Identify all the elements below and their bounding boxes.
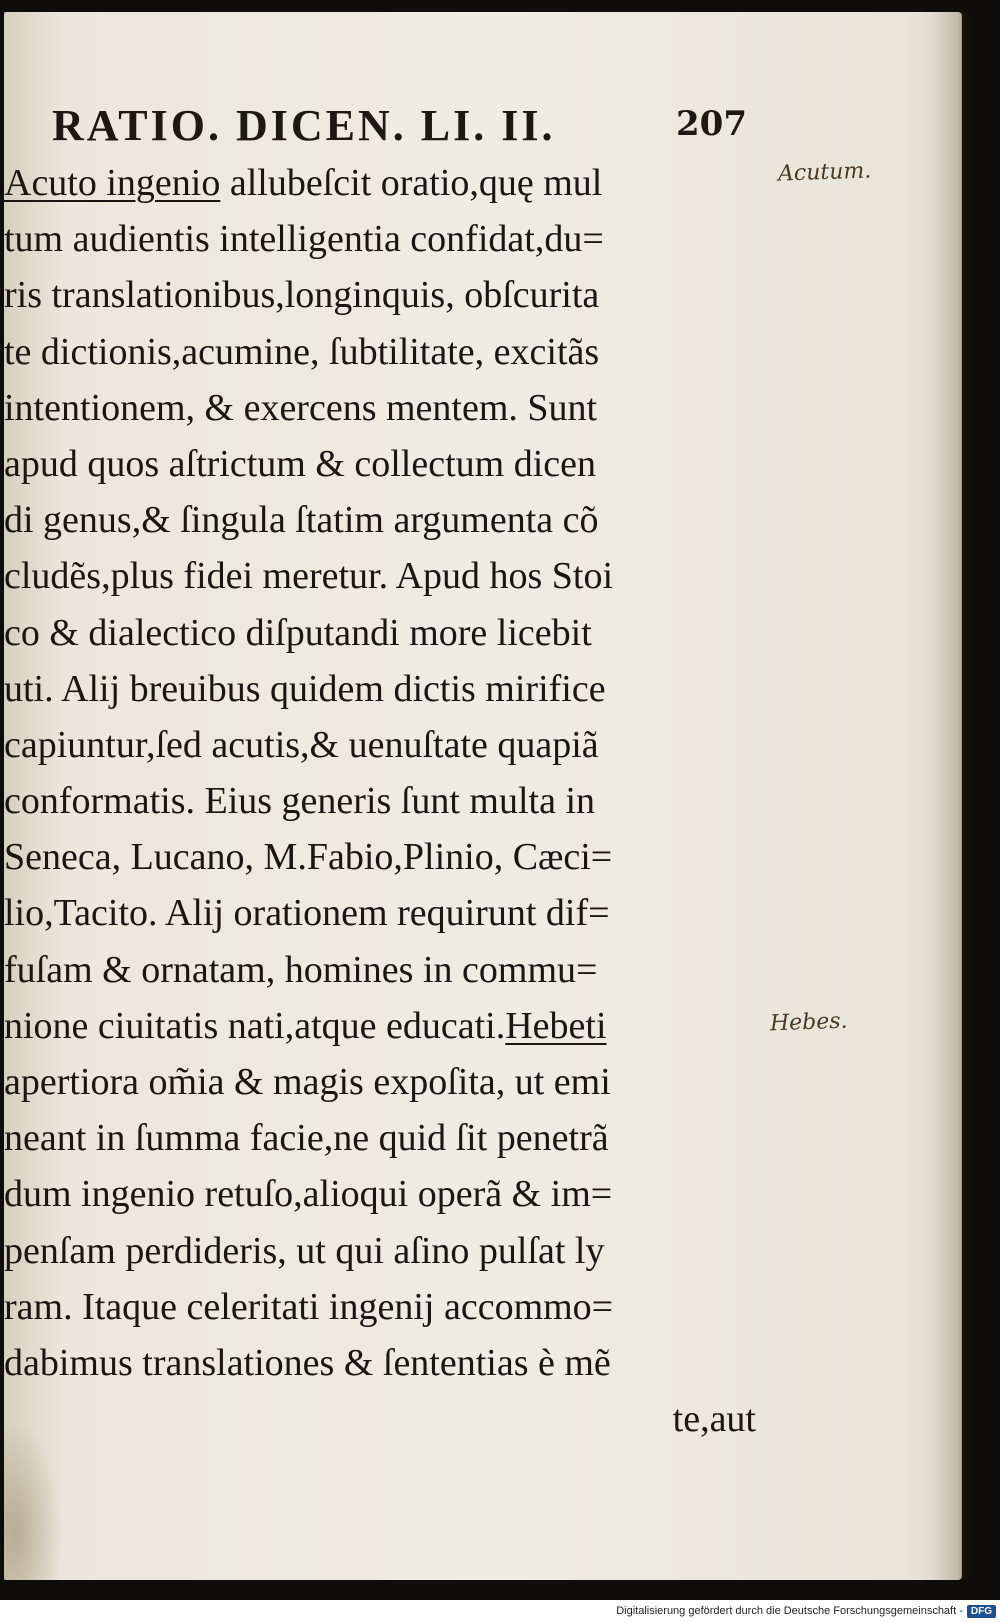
text-line: fuſam & ornatam, homines in commu=	[4, 948, 598, 991]
text-line: ris translationibus,longinquis, obſcurita	[4, 274, 600, 317]
text-line: capiuntur,ſed acutis,& uenuſtate quapiã	[4, 723, 599, 766]
page-edge-shadow	[930, 12, 970, 1580]
text-line: lio,Tacito. Alij orationem requirunt dif=	[4, 892, 610, 935]
text-line: apertiora om̃ia & magis expoſita, ut emi	[4, 1061, 611, 1103]
text-line: cludẽs,plus fidei meretur. Apud hos Stoi	[4, 555, 614, 598]
catchword: te,aut	[672, 1398, 756, 1441]
text-line: co & dialectico diſputandi more licebit	[4, 611, 592, 654]
text-line-16	[4, 998, 764, 1054]
body-text	[4, 155, 764, 1455]
text-line: apud quos aſtrictum & collectum dicen	[4, 442, 597, 485]
text-line: uti. Alij breuibus quidem dictis mirifice	[4, 667, 606, 710]
margin-note-acutum: Acutum.	[777, 158, 872, 187]
footer-bar	[0, 1600, 1000, 1622]
text-line: te dictionis,acumine, ſubtilitate, excitãs	[4, 330, 600, 373]
underlined-phrase: Hebeti	[505, 1004, 607, 1047]
page-number: 207	[676, 104, 747, 144]
text-line: neant in ſumma facie,ne quid ſit penetrã	[4, 1117, 609, 1160]
underlined-phrase: Acuto ingenio	[4, 162, 221, 204]
running-head: RATIO. DICEN. LI. II.	[52, 101, 556, 150]
text-line: dabimus translationes & ſententias è mẽ	[4, 1341, 611, 1384]
dfg-logo-icon: DFG	[967, 1605, 996, 1618]
text-line-1	[4, 155, 764, 211]
footer-credit: Digitalisierung gefördert durch die Deutsche Forschungsgemeinschaft -	[616, 1605, 963, 1617]
text-line: ram. Itaque celeritati ingenij accommo=	[4, 1285, 614, 1328]
margin-note-hebes: Hebes.	[769, 1008, 849, 1037]
text-line-16-start: nione ciuitatis nati,atque educati.	[4, 1004, 506, 1047]
text-line: conformatis. Eius generis ſunt multa in	[4, 780, 596, 823]
text-line: tum audientis intelligentia confidat,du=	[4, 218, 604, 261]
text-line: di genus,& ſingula ſtatim argumenta cõ	[4, 499, 599, 542]
text-line: penſam perdideris, ut qui aſino pulſat ly	[4, 1229, 605, 1272]
text-line: intentionem, & exercens mentem. Sunt	[4, 386, 598, 429]
text-line: Seneca, Lucano, M.Fabio,Plinio, Cæci=	[4, 836, 613, 879]
text-line-1-rest: allubeſcit oratio,quę mul	[220, 162, 603, 204]
text-line: dum ingenio retuſo,alioqui operã & im=	[4, 1173, 613, 1216]
